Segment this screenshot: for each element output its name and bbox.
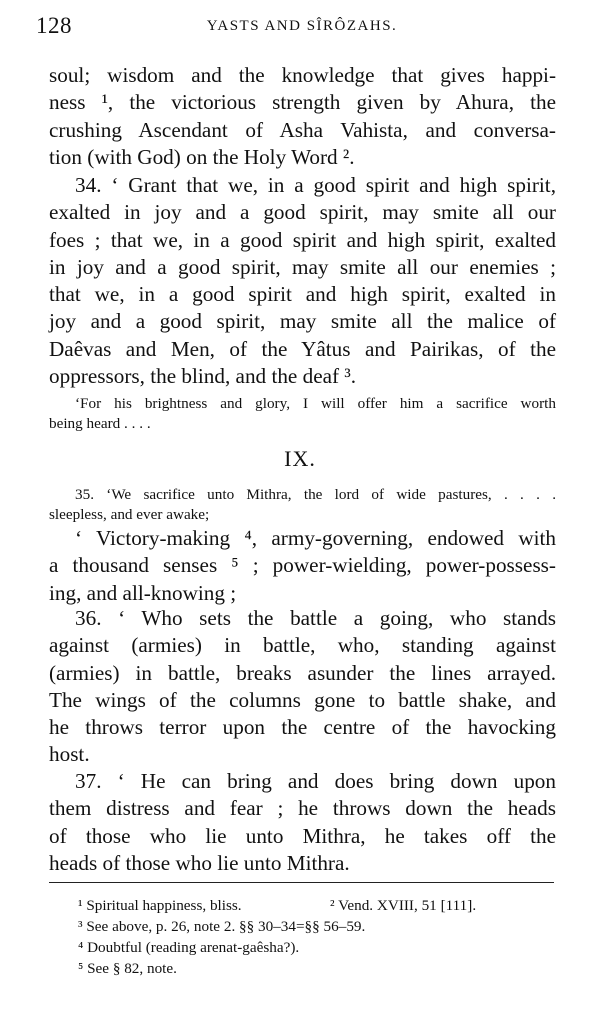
text-line: soul; wisdom and the knowledge that gives happi-: [49, 63, 556, 87]
text-line: oppressors, the blind, and the deaf ³.: [49, 364, 357, 389]
text-line: 36. ‘ Who sets the battle a going, who stands: [75, 606, 556, 630]
text-line: host.: [49, 742, 90, 767]
footnote-rule: [49, 882, 554, 883]
text-line: Daêvas and Men, of the Yâtus and Pairikas, of the: [49, 336, 556, 361]
text-line: being heard . . . .: [49, 415, 151, 432]
text-line: ‘ Victory-making ⁴, army-governing, endowed with: [75, 526, 556, 550]
paragraph-34: [49, 172, 556, 390]
paragraph-35-continued: [49, 525, 556, 607]
text-line: heads of those who lie unto Mithra.: [49, 850, 350, 875]
text-line: sleepless, and ever awake;: [49, 506, 210, 523]
footnote-1: ¹ Spiritual happiness, bliss.: [78, 897, 242, 914]
text-line: 34. ‘ Grant that we, in a good spirit and high spirit,: [75, 173, 556, 197]
section-heading: IX.: [284, 446, 316, 471]
footnote-2: ² Vend. XVIII, 51 [111].: [330, 897, 477, 914]
footnote-row: [78, 895, 558, 916]
page-header: [36, 13, 568, 45]
text-line: a thousand senses ⁵ ; power-wielding, power-possess-: [49, 553, 556, 578]
paragraph-continuation: [49, 62, 556, 171]
text-line: of those who lie unto Mithra, he takes off the: [49, 823, 556, 848]
text-line: (armies) in battle, breaks asunder the lines arrayed.: [49, 660, 556, 685]
running-title: YASTS AND SÎRÔZAHS.: [206, 18, 398, 34]
text-line: exalted in joy and a good spirit, may smite all our: [49, 200, 556, 225]
paragraph-36: [49, 605, 556, 769]
paragraph-35-small: [49, 485, 556, 525]
text-line: in joy and a good spirit, may smite all our enemies ;: [49, 254, 556, 279]
text-line: The wings of the columns gone to battle shake, and: [49, 687, 556, 712]
footnote-3: ³ See above, p. 26, note 2. §§ 30–34=§§ 56–59.: [78, 918, 366, 935]
text-line: 35. ‘We sacrifice unto Mithra, the lord of wide pastures, . . . .: [75, 486, 556, 503]
text-line: that we, in a good spirit and high spirit, exalted in: [49, 282, 556, 307]
text-line: ‘For his brightness and glory, I will offer him a sacrifice worth: [75, 395, 556, 412]
footnote-4: ⁴ Doubtful (reading arenat-gaêsha?).: [78, 939, 300, 956]
text-line: ness ¹, the victorious strength given by Ahura, the: [49, 90, 556, 115]
text-line: 37. ‘ He can bring and does bring down upon: [75, 769, 556, 793]
text-line: foes ; that we, in a good spirit and high spirit, exalted: [49, 227, 556, 252]
page-number: 128: [36, 13, 72, 38]
refrain-small-text: [49, 394, 556, 434]
text-line: he throws terror upon the centre of the havocking: [49, 715, 556, 740]
text-line: crushing Ascendant of Asha Vahista, and conversa-: [49, 117, 556, 142]
text-line: against (armies) in battle, who, standing against: [49, 633, 556, 658]
footnotes: [78, 895, 558, 979]
paragraph-37: [49, 768, 556, 877]
text-line: them distress and fear ; he throws down the heads: [49, 796, 556, 821]
text-line: tion (with God) on the Holy Word ².: [49, 144, 355, 169]
text-line: joy and a good spirit, may smite all the malice of: [49, 309, 556, 334]
text-line: ing, and all-knowing ;: [49, 580, 237, 605]
footnote-5: ⁵ See § 82, note.: [78, 960, 177, 977]
